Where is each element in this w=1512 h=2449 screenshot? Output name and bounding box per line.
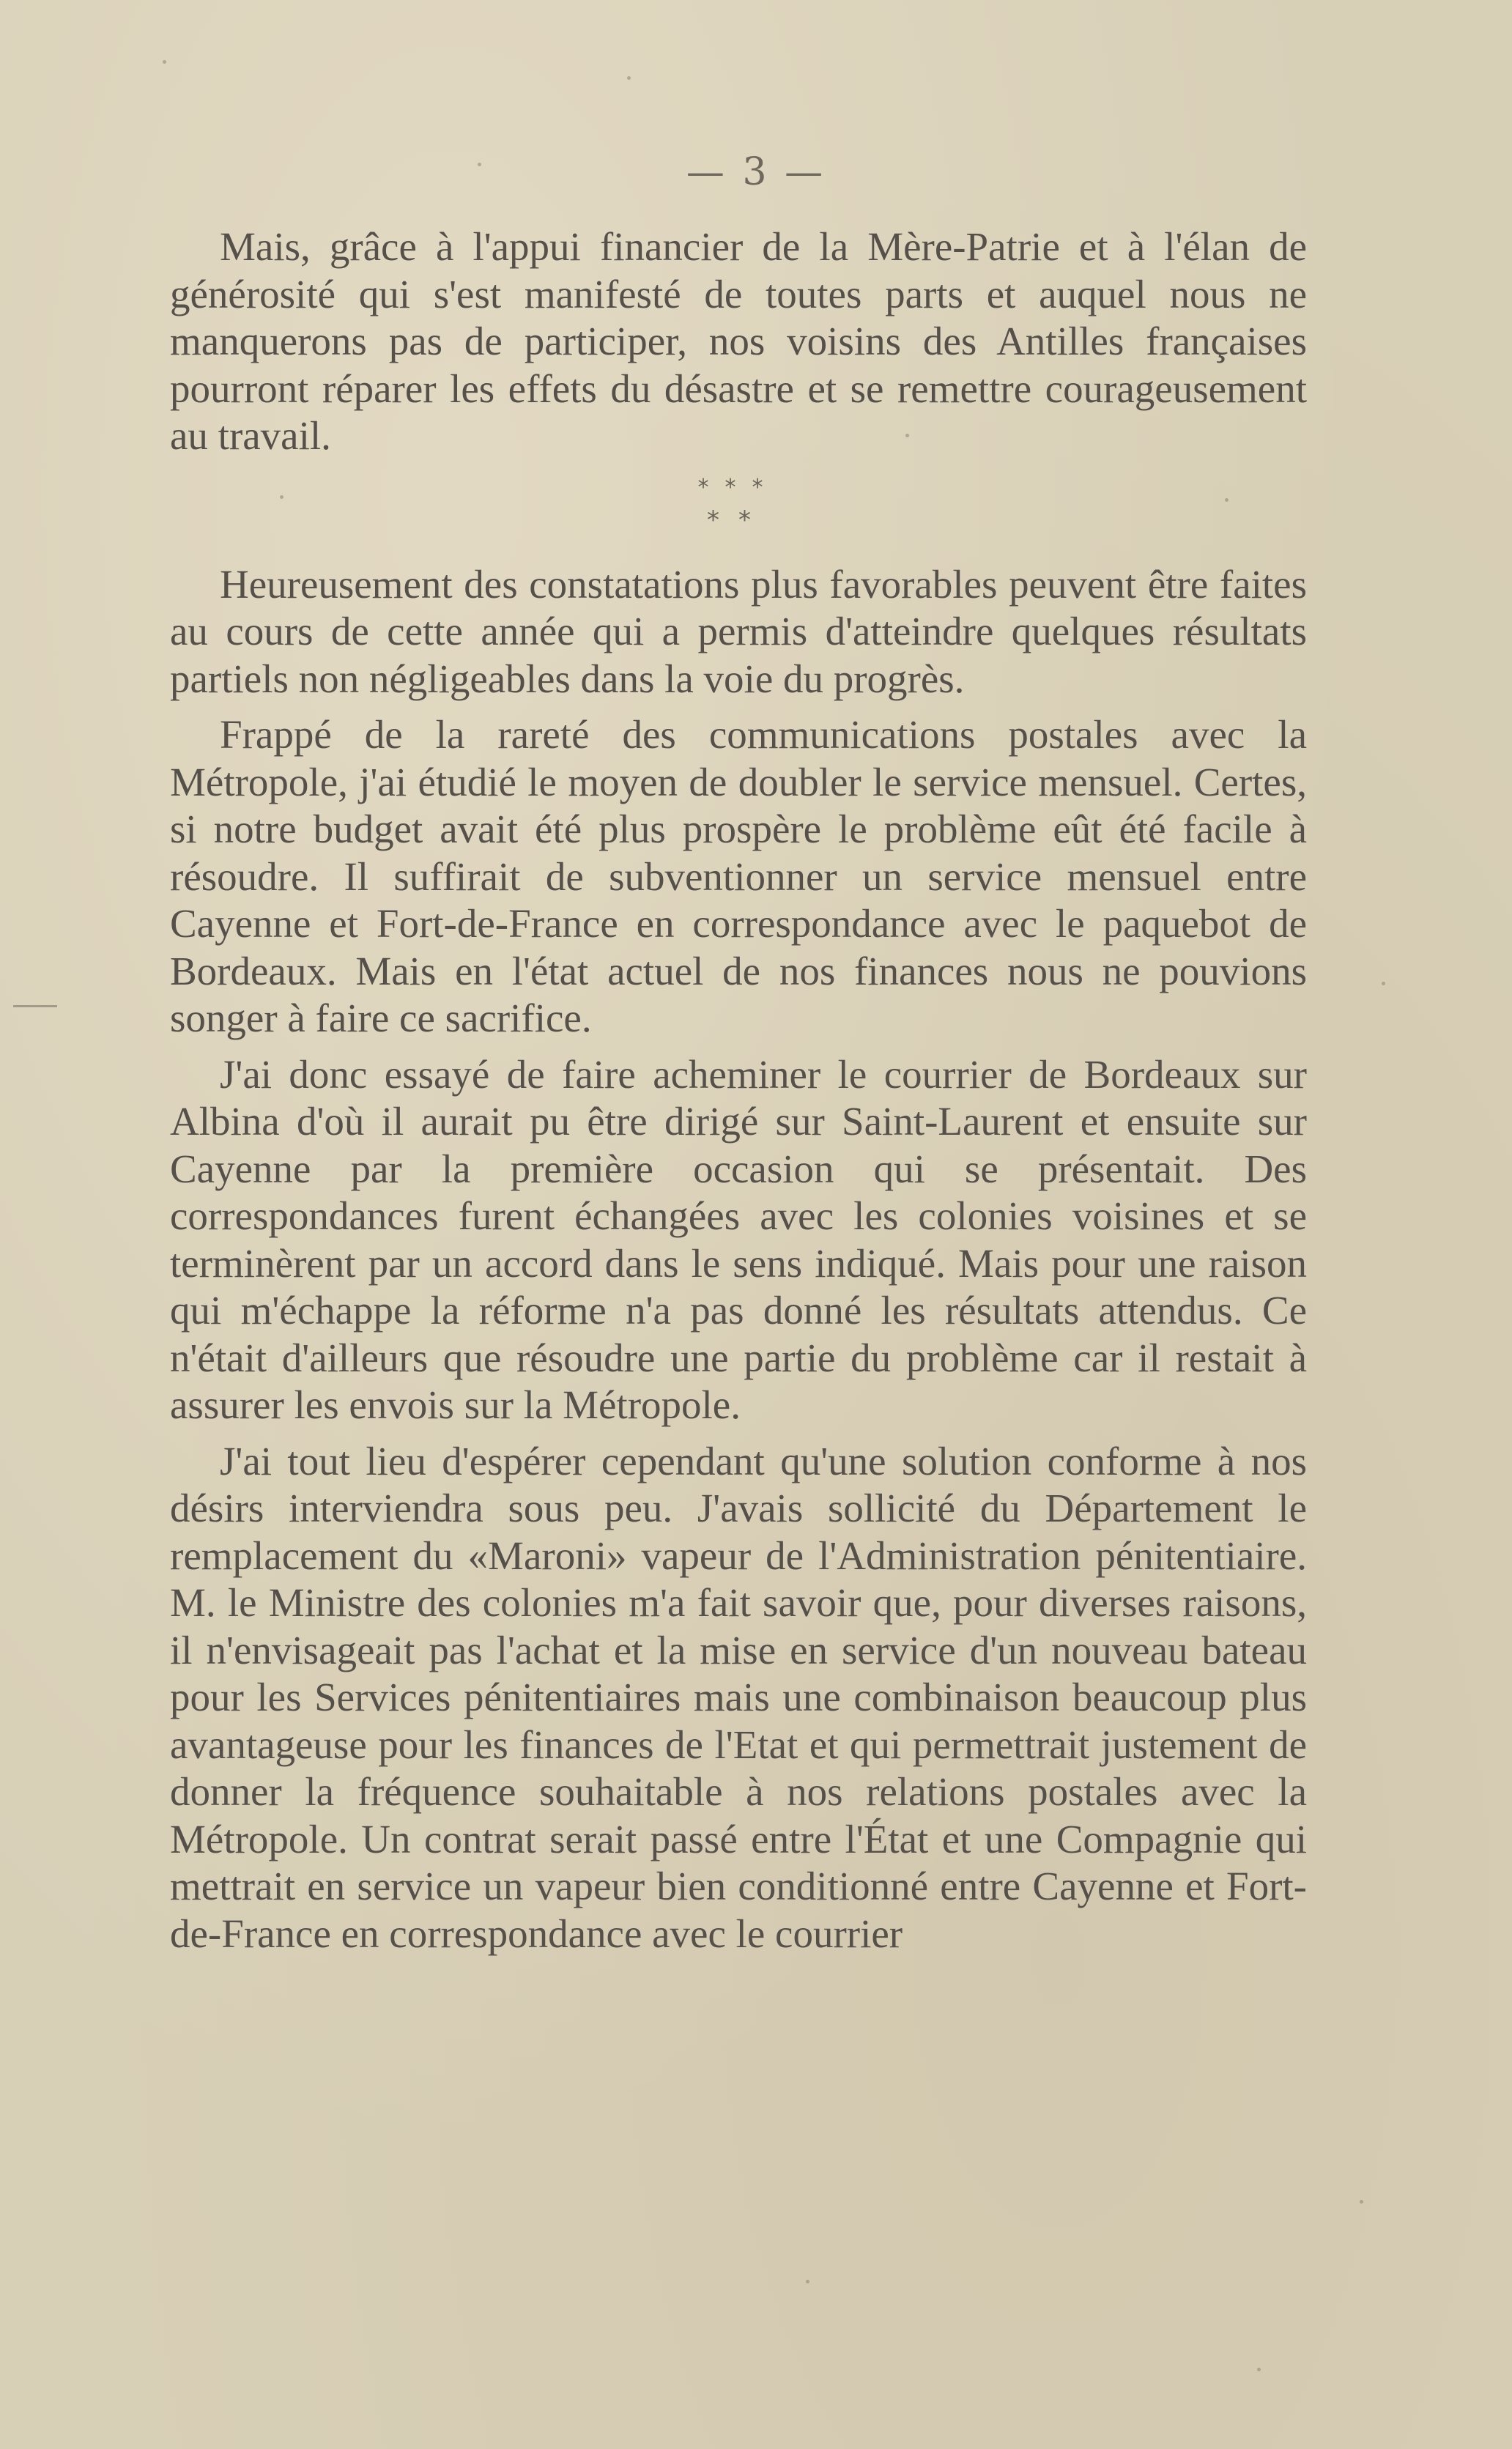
paragraph-3: Frappé de la rareté des communications postales avec la Métropole, j'ai étudié le moyen de doubler le service mensuel. Certes, si notre budget avait été plus prospère le problème eût été facile à résoudre. Il suffirait de subventionner un service mensuel entre Cayenne et Fort-de-France en correspondance avec le paquebot de Bordeaux. Mais en l'état actuel de nos finances nous ne pouvions songer à faire ce sacrifice.	[170, 712, 1307, 1040]
page-number: — 3 —	[686, 150, 826, 194]
paragraph-2: Heureusement des constatations plus favorables peuvent être faites au cours de cette année qui a permis d'atteindre quelques résultats partiels non négligeables dans la voie du progrès.	[170, 561, 1307, 701]
paper-speck	[163, 60, 166, 64]
paragraph-4: J'ai donc essayé de faire acheminer le courrier de Bordeaux sur Albina d'où il aurait pu être dirigé sur Saint-Laurent et ensuite sur Cayenne par la première occasion qui se présentait. Des correspondances furent échangées avec les colonies voisines et se terminèrent par un accord dans le sens indiqué. Mais pour une raison qui m'échappe la réforme n'a pas donné les résultats attendus. Ce n'était d'ailleurs que résoudre une partie du problème car il restait à assurer les envois sur la Métropole.	[170, 1051, 1307, 1427]
paper-speck	[1382, 982, 1385, 985]
section-separator-top: ***	[697, 474, 779, 500]
paragraph-5: J'ai tout lieu d'espérer cependant qu'une solution conforme à nos désirs interviendra sous peu. J'avais sollicité du Département le remplacement du «Maroni» vapeur de l'Administration pénitentiaire. M. le Ministre des colonies m'a fait savoir que, pour diverses raisons, il n'envisageait pas l'achat et la mise en service d'un nouveau bateau pour les Services pénitentiaires mais une combinaison beaucoup plus avantageuse pour les finances de l'Etat et qui permettrait justement de donner la fréquence souhaitable à nos relations postales avec la Métropole. Un contrat serait passé entre l'État et une Compagnie qui mettrait en service un vapeur bien conditionné entre Cayenne et Fort-de-France en correspondance avec le courrier	[170, 1438, 1307, 1956]
section-separator-bottom: **	[707, 505, 770, 535]
paper-speck	[1360, 2200, 1363, 2204]
margin-mark	[13, 1005, 57, 1007]
paper-speck	[806, 2280, 809, 2283]
paper-speck	[627, 76, 631, 80]
paper-speck	[1257, 2368, 1261, 2371]
body-text	[170, 223, 1307, 1966]
paragraph-1: Mais, grâce à l'appui financier de la Mère-Patrie et à l'élan de générosité qui s'est manifesté de toutes parts et auquel nous ne manquerons pas de participer, nos voisins des Antilles françaises pourront réparer les effets du désastre et se remettre courageusement au travail.	[170, 224, 1307, 458]
